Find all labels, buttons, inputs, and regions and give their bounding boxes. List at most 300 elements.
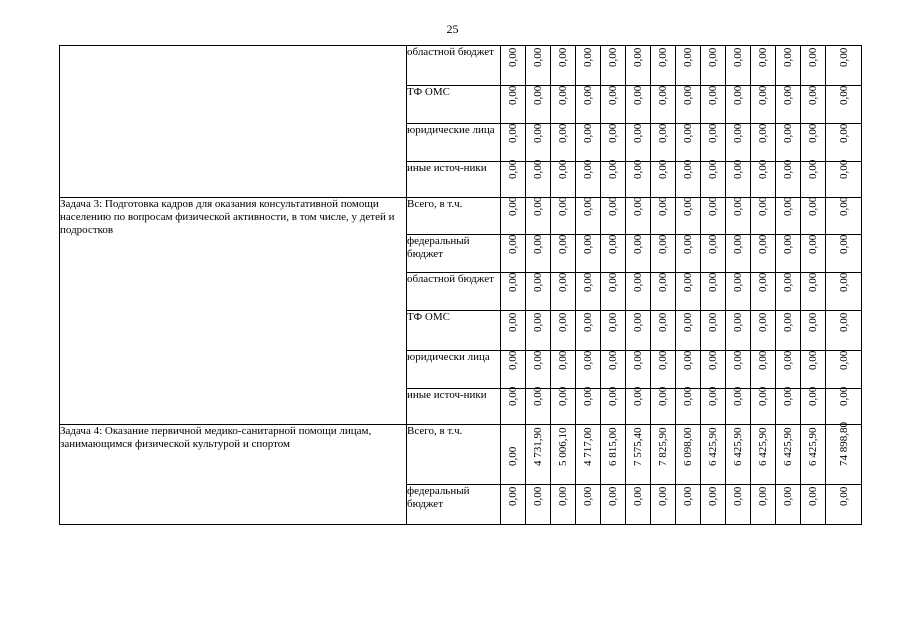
value-cell [826, 124, 862, 162]
value-cell [576, 124, 601, 162]
value-text: 0,00 [707, 196, 719, 216]
value-text: 0,00 [582, 47, 594, 67]
value-cell [751, 351, 776, 389]
value-text: 0,00 [732, 234, 744, 254]
value-cell [801, 198, 826, 235]
value-text: 0,00 [607, 486, 619, 506]
value-text: 0,00 [807, 196, 819, 216]
value-cell [501, 386, 526, 425]
value-cell [826, 273, 862, 311]
value-cell [576, 159, 601, 198]
value-text: 0,00 [607, 312, 619, 332]
value-text: 0,00 [532, 85, 544, 105]
value-text: 0,00 [532, 312, 544, 332]
funding-source-cell: иные источ-ники [407, 162, 501, 198]
value-text: 0,00 [782, 312, 794, 332]
value-cell [601, 159, 626, 198]
value-text: 0,00 [607, 350, 619, 370]
value-text: 0,00 [837, 196, 850, 216]
value-text: 0,00 [607, 123, 619, 143]
value-text: 0,00 [657, 272, 669, 292]
value-cell [676, 198, 701, 235]
value-text: 0,00 [557, 47, 569, 67]
value-cell [626, 485, 651, 525]
value-text: 7 825,90 [657, 427, 669, 466]
value-cell [776, 124, 801, 162]
value-cell [826, 46, 862, 86]
value-cell [726, 235, 751, 273]
value-text: 0,00 [607, 234, 619, 254]
value-text: 0,00 [632, 350, 644, 370]
value-cell [801, 273, 826, 311]
value-cell [676, 159, 701, 198]
value-cell [501, 311, 526, 351]
value-cell [501, 273, 526, 311]
funding-source-cell: юридические лица [407, 124, 501, 162]
table-row [60, 425, 862, 485]
value-text: 0,00 [782, 159, 794, 179]
value-text: 0,00 [532, 272, 544, 292]
value-text: 0,00 [632, 234, 644, 254]
value-cell [751, 386, 776, 425]
value-cell [526, 198, 551, 235]
value-text: 0,00 [657, 350, 669, 370]
value-cell [526, 235, 551, 273]
value-text: 0,00 [682, 196, 694, 216]
value-cell [626, 46, 651, 86]
value-text: 0,00 [582, 350, 594, 370]
value-cell [701, 86, 726, 124]
value-cell [551, 124, 576, 162]
value-text: 74 898,80 [837, 422, 850, 466]
value-cell [826, 351, 862, 389]
value-cell [651, 273, 676, 311]
budget-table [59, 45, 862, 525]
value-cell [776, 311, 801, 351]
value-cell [801, 485, 826, 525]
value-cell [701, 485, 726, 525]
value-text: 0,00 [757, 123, 769, 143]
value-cell [751, 235, 776, 273]
value-text: 0,00 [757, 234, 769, 254]
task-cell [60, 46, 407, 198]
value-text: 0,00 [632, 85, 644, 105]
value-cell [776, 235, 801, 273]
value-text: 0,00 [607, 386, 619, 406]
value-cell [726, 159, 751, 198]
value-text: 0,00 [532, 159, 544, 179]
value-cell [726, 46, 751, 86]
value-cell [576, 351, 601, 389]
value-cell [501, 86, 526, 124]
value-cell [551, 386, 576, 425]
value-cell [501, 124, 526, 162]
value-cell [576, 235, 601, 273]
value-text: 0,00 [782, 350, 794, 370]
value-cell [626, 124, 651, 162]
value-text: 0,00 [657, 159, 669, 179]
value-text: 0,00 [807, 312, 819, 332]
value-text: 0,00 [607, 47, 619, 67]
value-cell [776, 198, 801, 235]
value-cell [676, 124, 701, 162]
value-text: 0,00 [532, 47, 544, 67]
value-text: 0,00 [632, 486, 644, 506]
value-text: 0,00 [732, 47, 744, 67]
value-cell [501, 198, 526, 235]
value-text: 0,00 [757, 196, 769, 216]
funding-source-cell: областной бюджет [407, 273, 501, 311]
value-text: 0,00 [557, 486, 569, 506]
value-cell [701, 273, 726, 311]
value-text: 4 717,00 [582, 427, 594, 466]
value-cell [701, 159, 726, 198]
value-cell [551, 159, 576, 198]
value-cell [826, 235, 862, 273]
value-text: 0,00 [657, 196, 669, 216]
value-text: 6 098,00 [682, 427, 694, 466]
value-text: 0,00 [507, 446, 519, 466]
funding-source-cell: Всего, в т.ч. [407, 425, 501, 485]
value-cell [751, 485, 776, 525]
value-cell [751, 273, 776, 311]
value-text: 5 006,10 [557, 427, 569, 466]
value-cell [501, 159, 526, 198]
value-text: 0,00 [807, 386, 819, 406]
value-cell [701, 351, 726, 389]
value-text: 0,00 [682, 312, 694, 332]
value-cell [551, 273, 576, 311]
value-cell [751, 159, 776, 198]
value-cell [776, 425, 801, 485]
value-text: 0,00 [807, 123, 819, 143]
value-cell [676, 425, 701, 485]
value-cell [651, 351, 676, 389]
value-text: 0,00 [632, 159, 644, 179]
page-number: 25 [446, 22, 459, 36]
value-text: 0,00 [507, 386, 519, 406]
value-cell [626, 386, 651, 425]
value-cell [601, 273, 626, 311]
value-cell [526, 425, 551, 485]
value-text: 0,00 [532, 196, 544, 216]
value-cell [726, 273, 751, 311]
value-cell [751, 425, 776, 485]
value-cell [601, 86, 626, 124]
value-cell [826, 422, 862, 485]
value-cell [676, 273, 701, 311]
value-text: 0,00 [507, 486, 519, 506]
value-text: 0,00 [507, 350, 519, 370]
value-cell [701, 235, 726, 273]
value-cell [526, 485, 551, 525]
value-cell [576, 198, 601, 235]
value-cell [751, 198, 776, 235]
value-text: 0,00 [782, 123, 794, 143]
value-cell [601, 46, 626, 86]
value-cell [651, 425, 676, 485]
value-text: 0,00 [707, 234, 719, 254]
value-cell [826, 311, 862, 351]
value-text: 0,00 [582, 123, 594, 143]
value-text: 0,00 [707, 123, 719, 143]
value-cell [626, 198, 651, 235]
value-cell [726, 485, 751, 525]
value-text: 0,00 [837, 486, 850, 506]
value-text: 0,00 [757, 350, 769, 370]
value-text: 0,00 [782, 234, 794, 254]
table-body [60, 46, 862, 525]
value-text: 0,00 [732, 386, 744, 406]
value-text: 0,00 [807, 350, 819, 370]
value-cell [776, 159, 801, 198]
value-cell [826, 198, 862, 235]
value-cell [626, 235, 651, 273]
task-cell: Задача 3: Подготовка кадров для оказания консультативной помощи населению по вопросам физической активности, в том числе, у детей и подростков [60, 198, 407, 425]
table-row [60, 46, 862, 86]
value-cell [726, 124, 751, 162]
value-cell [801, 311, 826, 351]
value-cell [801, 351, 826, 389]
value-text: 0,00 [557, 350, 569, 370]
value-text: 0,00 [732, 312, 744, 332]
value-text: 0,00 [837, 85, 850, 105]
funding-source-cell: юридически лица [407, 351, 501, 389]
value-cell [601, 235, 626, 273]
value-cell [751, 311, 776, 351]
value-cell [676, 386, 701, 425]
value-cell [676, 235, 701, 273]
value-text: 0,00 [782, 47, 794, 67]
value-cell [576, 425, 601, 485]
value-text: 0,00 [782, 386, 794, 406]
value-text: 6 425,90 [757, 427, 769, 466]
value-text: 0,00 [782, 486, 794, 506]
value-cell [651, 311, 676, 351]
value-text: 0,00 [732, 159, 744, 179]
value-cell [551, 485, 576, 525]
value-cell [651, 386, 676, 425]
value-cell [626, 351, 651, 389]
value-text: 0,00 [707, 85, 719, 105]
value-text: 6 425,90 [732, 427, 744, 466]
value-cell [701, 198, 726, 235]
value-text: 0,00 [532, 350, 544, 370]
value-cell [601, 351, 626, 389]
value-cell [651, 46, 676, 86]
value-text: 0,00 [757, 47, 769, 67]
value-cell [776, 386, 801, 425]
value-cell [501, 235, 526, 273]
value-text: 0,00 [682, 350, 694, 370]
value-cell [676, 351, 701, 389]
value-cell [826, 86, 862, 124]
value-cell [676, 311, 701, 351]
value-text: 0,00 [657, 123, 669, 143]
value-text: 0,00 [807, 234, 819, 254]
value-cell [501, 46, 526, 86]
value-text: 0,00 [507, 234, 519, 254]
value-cell [801, 235, 826, 273]
value-cell [701, 46, 726, 86]
value-cell [751, 46, 776, 86]
value-text: 0,00 [757, 272, 769, 292]
value-text: 0,00 [837, 350, 850, 370]
value-cell [526, 86, 551, 124]
value-text: 0,00 [557, 272, 569, 292]
value-text: 0,00 [732, 196, 744, 216]
value-text: 0,00 [682, 85, 694, 105]
funding-source-cell: ТФ ОМС [407, 86, 501, 124]
value-cell [576, 485, 601, 525]
value-text: 0,00 [757, 386, 769, 406]
value-text: 0,00 [607, 196, 619, 216]
value-text: 0,00 [837, 234, 850, 254]
value-text: 0,00 [557, 196, 569, 216]
value-cell [651, 485, 676, 525]
value-cell [601, 386, 626, 425]
value-cell [701, 124, 726, 162]
value-text: 0,00 [582, 386, 594, 406]
value-cell [826, 159, 862, 198]
value-text: 0,00 [707, 159, 719, 179]
value-text: 0,00 [557, 123, 569, 143]
value-text: 0,00 [557, 85, 569, 105]
value-text: 0,00 [707, 47, 719, 67]
value-cell [776, 485, 801, 525]
value-text: 0,00 [582, 196, 594, 216]
value-text: 0,00 [837, 272, 850, 292]
value-cell [551, 235, 576, 273]
value-text: 0,00 [632, 272, 644, 292]
value-text: 0,00 [507, 85, 519, 105]
value-cell [651, 159, 676, 198]
value-text: 0,00 [757, 85, 769, 105]
value-cell [626, 273, 651, 311]
value-cell [601, 425, 626, 485]
value-cell [826, 485, 862, 525]
value-cell [576, 386, 601, 425]
value-text: 0,00 [837, 47, 850, 67]
value-cell [626, 311, 651, 351]
value-cell [526, 351, 551, 389]
value-cell [626, 159, 651, 198]
value-text: 0,00 [682, 386, 694, 406]
task-cell: Задача 4: Оказание первичной медико-санитарной помощи лицам, занимающимся физической культурой и спортом [60, 425, 407, 525]
value-text: 0,00 [532, 486, 544, 506]
value-text: 0,00 [582, 272, 594, 292]
value-cell [776, 86, 801, 124]
value-cell [501, 485, 526, 525]
value-text: 0,00 [782, 196, 794, 216]
value-cell [726, 86, 751, 124]
value-cell [801, 124, 826, 162]
value-cell [701, 386, 726, 425]
value-text: 0,00 [557, 386, 569, 406]
value-cell [626, 425, 651, 485]
value-cell [526, 273, 551, 311]
value-text: 6 425,90 [707, 427, 719, 466]
value-text: 0,00 [557, 312, 569, 332]
value-text: 0,00 [837, 312, 850, 332]
value-cell [551, 86, 576, 124]
value-cell [701, 425, 726, 485]
value-cell [726, 386, 751, 425]
value-text: 0,00 [532, 234, 544, 254]
value-cell [651, 86, 676, 124]
value-text: 7 575,40 [632, 427, 644, 466]
value-cell [651, 198, 676, 235]
value-cell [551, 311, 576, 351]
funding-source-cell: иные источ-ники [407, 389, 501, 425]
value-text: 0,00 [532, 386, 544, 406]
value-text: 0,00 [682, 47, 694, 67]
value-text: 0,00 [807, 272, 819, 292]
value-cell [726, 351, 751, 389]
value-text: 0,00 [507, 196, 519, 216]
value-text: 0,00 [582, 486, 594, 506]
value-cell [601, 124, 626, 162]
value-cell [551, 198, 576, 235]
value-text: 0,00 [507, 47, 519, 67]
value-cell [526, 124, 551, 162]
value-text: 0,00 [657, 234, 669, 254]
value-cell [551, 46, 576, 86]
value-cell [726, 311, 751, 351]
value-cell [676, 46, 701, 86]
value-text: 0,00 [657, 312, 669, 332]
value-cell [726, 198, 751, 235]
funding-source-cell: Всего, в т.ч. [407, 198, 501, 235]
value-text: 0,00 [682, 123, 694, 143]
value-text: 0,00 [632, 386, 644, 406]
value-cell [526, 386, 551, 425]
value-text: 6 815,00 [607, 427, 619, 466]
value-text: 0,00 [507, 312, 519, 332]
value-text: 4 731,90 [532, 427, 544, 466]
funding-source-cell: областной бюджет [407, 46, 501, 86]
value-cell [776, 46, 801, 86]
value-text: 0,00 [707, 272, 719, 292]
value-text: 0,00 [837, 123, 850, 143]
value-text: 0,00 [682, 272, 694, 292]
value-text: 6 425,90 [782, 427, 794, 466]
value-text: 0,00 [632, 312, 644, 332]
value-text: 0,00 [632, 196, 644, 216]
value-text: 0,00 [557, 234, 569, 254]
value-cell [751, 124, 776, 162]
value-cell [726, 425, 751, 485]
value-cell [601, 485, 626, 525]
value-cell [651, 235, 676, 273]
value-text: 0,00 [532, 123, 544, 143]
value-text: 0,00 [807, 159, 819, 179]
value-text: 0,00 [507, 123, 519, 143]
table-row [60, 198, 862, 235]
value-text: 0,00 [657, 386, 669, 406]
value-text: 0,00 [757, 159, 769, 179]
value-text: 0,00 [757, 486, 769, 506]
value-cell [701, 311, 726, 351]
value-cell [801, 386, 826, 425]
value-text: 0,00 [837, 159, 850, 179]
value-cell [626, 86, 651, 124]
value-text: 0,00 [757, 312, 769, 332]
value-cell [501, 425, 526, 485]
value-text: 0,00 [732, 123, 744, 143]
value-text: 0,00 [657, 486, 669, 506]
value-cell [801, 86, 826, 124]
